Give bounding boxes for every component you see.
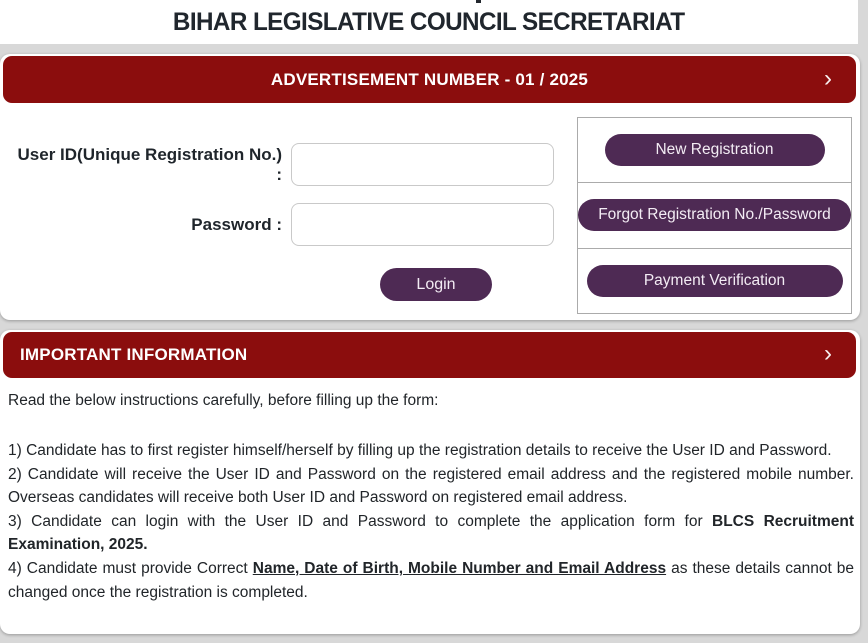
password-label: Password : [191,214,282,234]
instruction-item-4 [8,557,854,604]
instructions-intro: Read the below instructions carefully, before filling up the form: [8,392,439,409]
page-title: BIHAR LEGISLATIVE COUNCIL SECRETARIAT [173,7,685,36]
advertisement-banner[interactable] [3,56,856,103]
new-registration-button[interactable]: New Registration [605,134,825,166]
side-panel-row [578,248,851,313]
instruction-item-1 [8,439,854,463]
important-information-banner[interactable] [3,332,856,378]
instruction-item-3-bold-text: BLCS Recruitment Examination, 2025. [8,512,855,554]
instruction-item-4-emphasis: Name, Date of Birth, Mobile Number and Email Address [252,559,667,577]
side-panel-row [578,182,851,247]
advertisement-card [0,54,860,320]
instruction-item-2-text: 2) Candidate will receive the User ID and Password on the registered email address and the registered mobile number. Overseas candidates will receive both User ID and Password on registered email address. [8,465,854,507]
user-id-row [8,143,554,186]
side-panel [577,117,852,314]
chevron-right-icon: › [824,64,832,92]
forgot-registration-password-button[interactable]: Forgot Registration No./Password [578,199,851,231]
instruction-item-4-text-start: 4) Candidate must provide Correct [8,559,253,577]
password-input[interactable] [291,203,554,246]
advertisement-banner-label: ADVERTISEMENT NUMBER - 01 / 2025 [270,69,589,89]
cutoff-text-artifact [476,0,481,3]
important-information-card [0,330,860,634]
instruction-item-3 [8,510,854,557]
login-button[interactable]: Login [380,268,492,301]
side-panel-row [578,118,851,182]
instruction-item-4-text-end: as these details cannot be changed once the registration is completed. [8,559,855,601]
instruction-item-1-text: 1) Candidate has to first register himself/herself by filling up the registration details to receive the User ID and Password. [8,442,832,459]
chevron-right-icon: › [824,340,832,368]
instruction-item-3-text: 3) Candidate can login with the User ID and Password to complete the application form for [8,512,712,530]
instruction-item-2 [8,463,854,510]
user-id-label: User ID(Unique Registration No.) : [17,144,282,184]
payment-verification-button[interactable]: Payment Verification [587,265,843,297]
important-information-banner-label: IMPORTANT INFORMATION [20,345,248,364]
user-id-input[interactable] [291,143,554,186]
password-row [8,203,554,246]
instructions-list [8,439,854,604]
site-header [0,0,858,44]
